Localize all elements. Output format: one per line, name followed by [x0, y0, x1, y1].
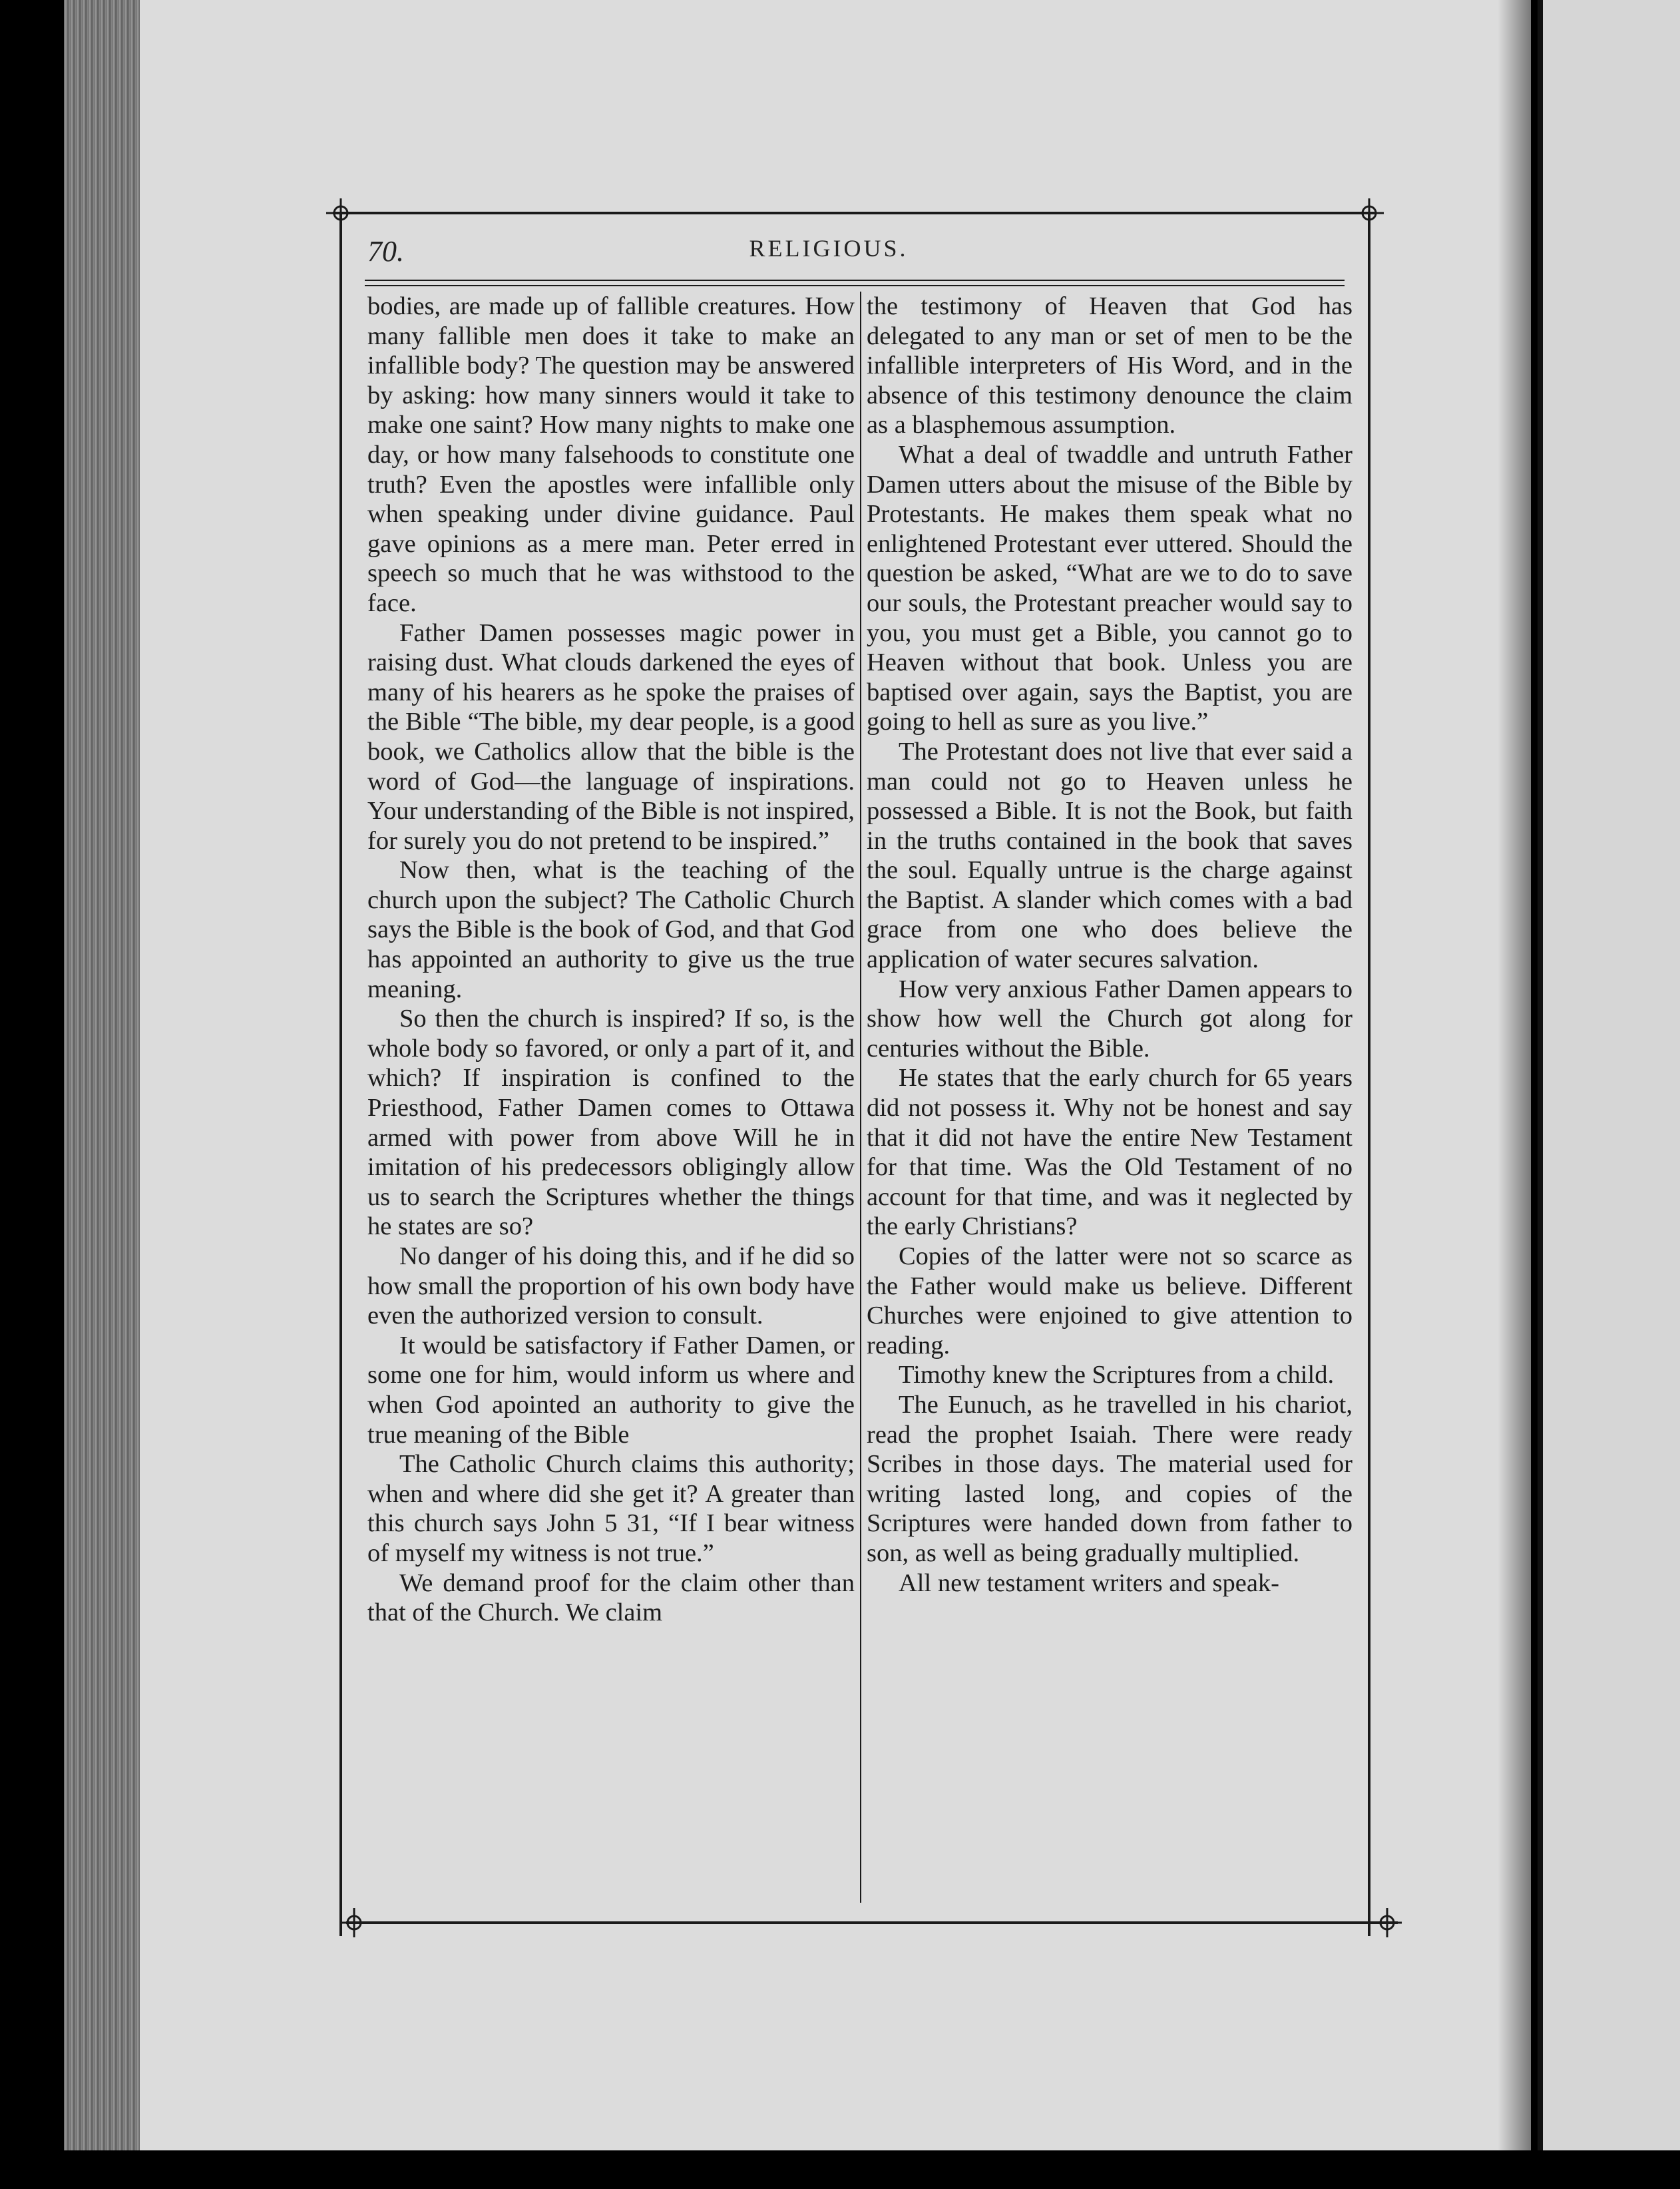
corner-ornament-bottom-left: [339, 1908, 369, 1937]
paragraph: Father Damen possesses magic power in raising dust. What clouds darkened the eyes of many of his hearers as he spoke the praises of the Bible “The bible, my dear people, is a good book, we Catholics allow that the bible is the word of God—the language of inspirations. Your understanding of the Bible is not inspired, for surely you do not pretend to be inspired.”: [367, 618, 855, 855]
corner-ornament-top-right: [1355, 198, 1384, 228]
paragraph: No danger of his doing this, and if he did so how small the proportion of his own body have even the authorized version to consult.: [367, 1242, 855, 1330]
gutter-shadow: [1498, 0, 1531, 2150]
paragraph: It would be satisfactory if Father Damen, or some one for him, would inform us where and when God apointed an authority to give the true meaning of the Bible: [367, 1331, 855, 1449]
paragraph: Timothy knew the Scriptures from a child.: [899, 1361, 1335, 1389]
corner-ornament-bottom-right: [1372, 1908, 1402, 1937]
frame-bottom-rule: [346, 1921, 1398, 1924]
column-divider: [860, 292, 861, 1903]
frame-top-rule: [333, 212, 1374, 214]
header-double-rule: [365, 280, 1345, 281]
paragraph: Copies of the latter were not so scarce as the Father would make us believe. Different Churches were enjoined to give attention to reading.: [867, 1242, 1353, 1359]
paragraph: He states that the early church for 65 years did not possess it. Why not be honest and say that it did not have the entire New Testament for that time. Was the Old Testament of no account for that time, and was it neglected by the early Christians?: [867, 1064, 1353, 1241]
corner-ornament-top-left: [326, 198, 355, 228]
paragraph: All new testament writers and speak-: [899, 1569, 1279, 1597]
paragraph: The Catholic Church claims this authority; when and where did she get it? A greater than this church says John 5 31, “If I bear witness of myself my witness is not true.”: [367, 1450, 855, 1567]
paragraph: So then the church is inspired? If so, is the whole body so favored, or only a part of it, and which? If inspiration is confined to the Priesthood, Father Damen comes to Ottawa armed with power from above Will he in imitation of his predecessors obligingly allow us to search the Scriptures whether the things he states are so?: [367, 1005, 855, 1241]
page-number: 70.: [367, 235, 404, 268]
left-text-column: [367, 292, 855, 1628]
frame-left-rule: [339, 212, 342, 1936]
paragraph: Now then, what is the teaching of the church upon the subject? The Catholic Church says the Bible is the book of God, and that God has appointed an authority to give us the true meaning.: [367, 856, 855, 1003]
book-page-edges: [64, 0, 144, 2150]
adjacent-page-edge: [1538, 0, 1680, 2150]
header-double-rule-lower: [365, 285, 1345, 286]
right-text-column: [867, 292, 1353, 1598]
paragraph: What a deal of twaddle and untruth Father Damen utters about the misuse of the Bible by Protestants. He makes them speak what no enlightened Protestant ever uttered. Should the question be asked, “What are we to do to save our souls, the Protestant preacher would say to you, you must get a Bible, you cannot go to Heaven without that book. Unless you are baptised over again, says the Baptist, you are going to hell as sure as you live.”: [867, 440, 1353, 736]
paragraph: The Eunuch, as he travelled in his chariot, read the prophet Isaiah. There were ready Scribes in those days. The material used for writing lasted long, and copies of the Scriptures were handed down from father to son, as well as being gradually multiplied.: [867, 1390, 1353, 1567]
frame-right-rule: [1368, 212, 1370, 1936]
paragraph: bodies, are made up of fallible creatures. How many fallible men does it take to make an infallible body? The question may be answered by asking: how many sinners would it take to make one saint? How many nights to make one day, or how many falsehoods to constitute one truth? Even the apostles were infallible only when speaking under divine guidance. Paul gave opinions as a mere man. Peter erred in speech so much that he was withstood to the face.: [367, 292, 855, 617]
paragraph: How very anxious Father Damen appears to show how well the Church got along for centuries without the Bible.: [867, 975, 1353, 1063]
paragraph: We demand proof for the claim other than that of the Church. We claim: [367, 1569, 855, 1627]
running-head: RELIGIOUS.: [749, 235, 909, 262]
paragraph: The Protestant does not live that ever said a man could not go to Heaven unless he possessed a Bible. It is not the Book, but faith in the truths contained in the book that saves the soul. Equally untrue is the charge against the Baptist. A slander which comes with a bad grace from one who does believe the application of water secures salvation.: [867, 737, 1353, 974]
paragraph: the testimony of Heaven that God has delegated to any man or set of men to be the infallible interpreters of His Word, and in the absence of this testimony denounce the claim as a blasphemous assumption.: [867, 292, 1353, 439]
